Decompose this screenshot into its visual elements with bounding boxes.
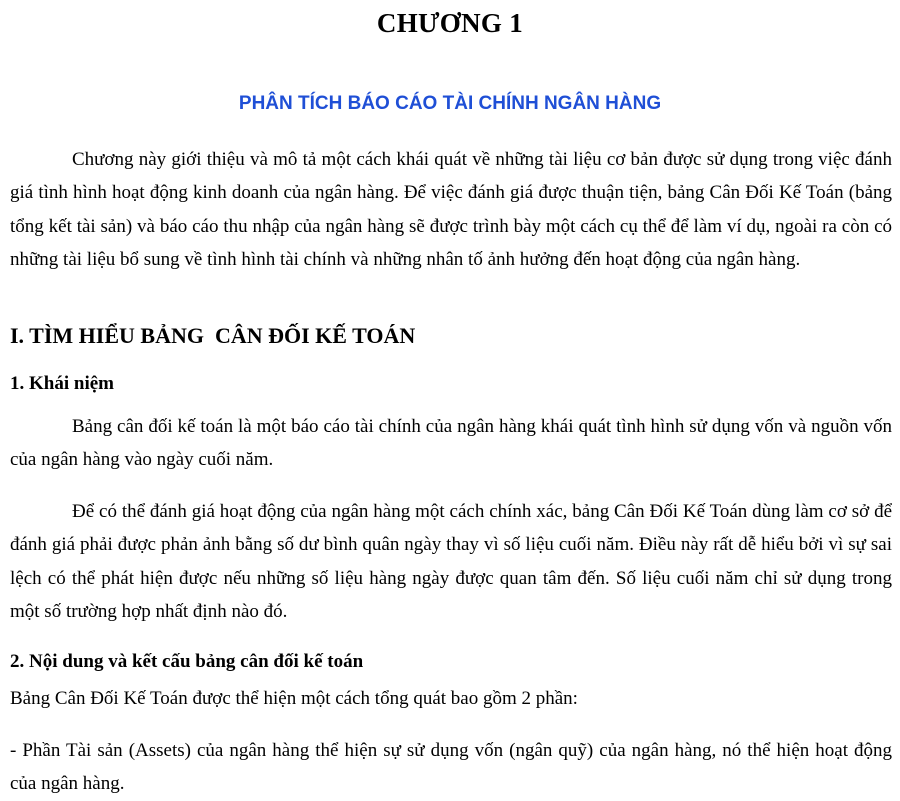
intro-paragraph: Chương này giới thiệu và mô tả một cách khái quát về những tài liệu cơ bản được sử dụng trong việc đánh giá tình hình hoạt động kinh doanh của ngân hàng. Để việc đánh giá được thuận tiện, bảng Cân Đối Kế Toán (bảng tổng kết tài sản) và báo cáo thu nhập của ngân hàng sẽ được trình bày một cách cụ thể để làm ví dụ, ngoài ra còn có những tài liệu bổ sung về tình hình tài chính và những nhân tố ảnh hưởng đến hoạt động của ngân hàng.: [10, 149, 892, 270]
evaluation-paragraph: Để có thể đánh giá hoạt động của ngân hàng một cách chính xác, bảng Cân Đối Kế Toán dùng làm cơ sở để đánh giá phải được phản ảnh bằng số dư bình quân ngày thay vì số liệu cuối năm. Điều này rất dễ hiểu bởi vì sự sai lệch có thể phát hiện được nếu những số liệu hàng ngày được quan tâm đến. Số liệu cuối năm chỉ sử dụng trong một số trường hợp nhất định nào đó.: [10, 501, 892, 622]
subsection-heading-1: 1. Khái niệm: [10, 373, 114, 394]
subsection-heading-2: 2. Nội dung và kết cấu bảng cân đối kế toán: [10, 651, 364, 672]
assets-paragraph: - Phần Tài sản (Assets) của ngân hàng thể hiện sự sử dụng vốn (ngân quỹ) của ngân hàng, nó thể hiện hoạt động của ngân hàng.: [10, 740, 892, 795]
structure-intro-line: Bảng Cân Đối Kế Toán được thể hiện một cách tổng quát bao gồm 2 phần:: [10, 688, 578, 709]
chapter-title: CHƯƠNG 1: [376, 8, 524, 38]
definition-paragraph: Bảng cân đối kế toán là một báo cáo tài chính của ngân hàng khái quát tình hình sử dụng vốn và nguồn vốn của ngân hàng vào ngày cuối năm.: [10, 416, 892, 471]
section-heading-1: I. TÌM HIỂU BẢNG CÂN ĐỐI KẾ TOÁN: [10, 323, 416, 348]
chapter-subtitle: PHÂN TÍCH BÁO CÁO TÀI CHÍNH NGÂN HÀNG: [238, 93, 662, 114]
